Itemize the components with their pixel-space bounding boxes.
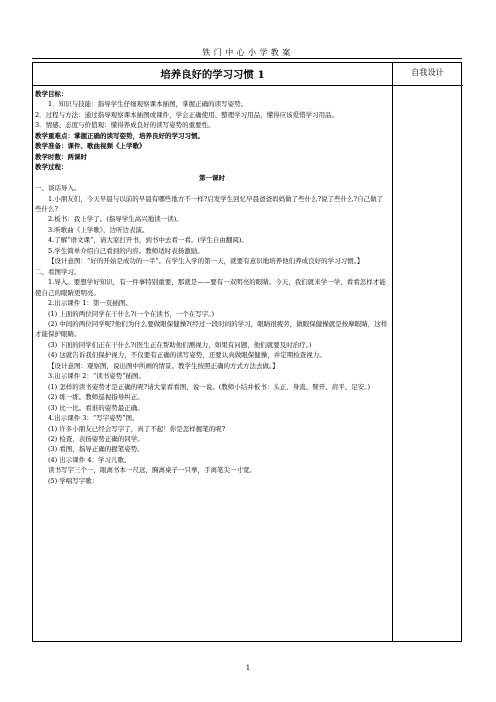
column-divider <box>392 63 393 641</box>
body-paragraph: (4) 这就告诉我们保护视力，不仅要有正确的读写姿势，还要认真做眼保健操，并定期检查视力。 <box>48 351 326 360</box>
body-paragraph: 【设计意图：观察图，说出图中所画的情景。教学生按照正确的方式方法去做。】 <box>48 361 279 370</box>
body-paragraph: 二、看图学习。 <box>35 267 81 276</box>
body-paragraph: 第一课时 <box>199 173 225 182</box>
body-paragraph: 2．过程与方法：通过指导观察课本插图或课件，学会正确使用、整理学习用品，懂得应该爱惜学习用品。 <box>35 110 339 119</box>
page-number: 1 <box>245 664 251 672</box>
body-paragraph: (1) 许多小朋友已经会写字了，真了不起！你是怎样握笔的呢? <box>48 424 226 433</box>
body-paragraph: 教学时数：两课时 <box>35 152 87 161</box>
body-paragraph: (2) 练一练。教师巡视指导纠正。 <box>48 393 144 402</box>
body-paragraph: (3) 比一比。看谁的姿势最正确。 <box>48 403 144 412</box>
body-paragraph: (3) 看图，指导正确的握笔姿势。 <box>48 445 144 454</box>
body-paragraph: (1) 上面的两位同学在干什么?(一个在读书，一个在写字。) <box>48 309 215 318</box>
body-paragraph: 读书写字三个一，眼离书本一尺远，胸离桌子一只拳，手离笔尖一寸宽。 <box>48 466 256 475</box>
body-paragraph: 1．知识与技能：指导学生仔细观察课本插图，掌握正确的读写姿势。 <box>48 100 248 109</box>
body-paragraph: 4.出示课件 3：“写字姿势”图。 <box>48 414 139 423</box>
body-paragraph: 1.小朋友们，今天早晨与以前的早晨有哪些地方不一样?启发学生回忆早晨爸爸妈妈做了些什么?说了些什么?自己做了些什么? <box>35 194 384 213</box>
lesson-body <box>35 89 389 486</box>
body-paragraph: (4) 出示课件 4：学习儿歌。 <box>48 455 131 464</box>
body-paragraph: 3.听歌曲《上学歌》，边听边表演。 <box>48 225 149 234</box>
body-paragraph: 教学准备：课件、歌曲视频《上学歌》 <box>35 142 146 151</box>
body-paragraph: 教学重难点：掌握正确的读写姿势，培养良好的学习习惯。 <box>35 131 204 140</box>
lesson-plan-table <box>32 62 462 642</box>
body-paragraph: (2) 中间的两位同学呢?他们为什么要做眼保健操?(经过一段时间的学习，眼睛很疲劳，做眼保健操就是按摩眼睛，这样才能保护眼睛。 <box>35 319 388 339</box>
body-paragraph: (1) 怎样的读书姿势才是正确的呢?请大家看看图，说一说。(教师小结并板书：头正、身直、臂开、肩平、足安。) <box>48 382 371 391</box>
body-paragraph: (5) 学唱写字歌： <box>48 476 99 485</box>
body-paragraph: 【设计意图：“好的开始是成功的一半”。在学生入学的第一天，就要有意识地培养他们养成良好的学习习惯。】 <box>48 257 364 266</box>
body-paragraph: (3) 下面的同学们正在干什么?(医生正在帮助他们测视力，如果有问题，他们就要及时治疗。) <box>48 340 312 349</box>
body-paragraph: 2.板书：我上学了。(指导学生高兴地读一读)。 <box>48 215 183 224</box>
body-paragraph: 1.导入。要想学好知识，有一件事特别重要，那就是——要有一双明亮的眼睛。今天，我们就来学一学，看看怎样才能使自己的眼睛更明亮。 <box>35 278 386 297</box>
body-paragraph: 教学过程： <box>35 163 68 172</box>
body-paragraph: 一、谈话导入。 <box>35 184 81 193</box>
body-paragraph: 5.学生简单介绍自己看到的内容。教师适时表扬激励。 <box>48 246 204 255</box>
body-paragraph: 3.出示课件 2：“读书姿势”插图。 <box>48 372 146 381</box>
body-paragraph: 4.了解“语文课”，请大家打开书，到书中去看一看。(学生自由翻阅)。 <box>48 236 248 245</box>
title-row-rule <box>33 85 463 86</box>
self-design-heading: 自我设计 <box>411 67 444 77</box>
body-paragraph: 3．情感、态度与价值观：懂得养成良好的读写姿势的重要性。 <box>35 121 215 130</box>
lesson-title: 培养良好的学习习惯 1 <box>160 69 265 81</box>
body-paragraph: 2.出示课件 1：第一页插图。 <box>48 299 132 308</box>
header-rule <box>32 58 462 59</box>
body-paragraph: (2) 检查，表扬姿势正确的同学。 <box>48 434 144 443</box>
body-paragraph: 教学目标： <box>35 90 68 98</box>
school-header: 铁门中心小学教案 <box>202 48 294 57</box>
